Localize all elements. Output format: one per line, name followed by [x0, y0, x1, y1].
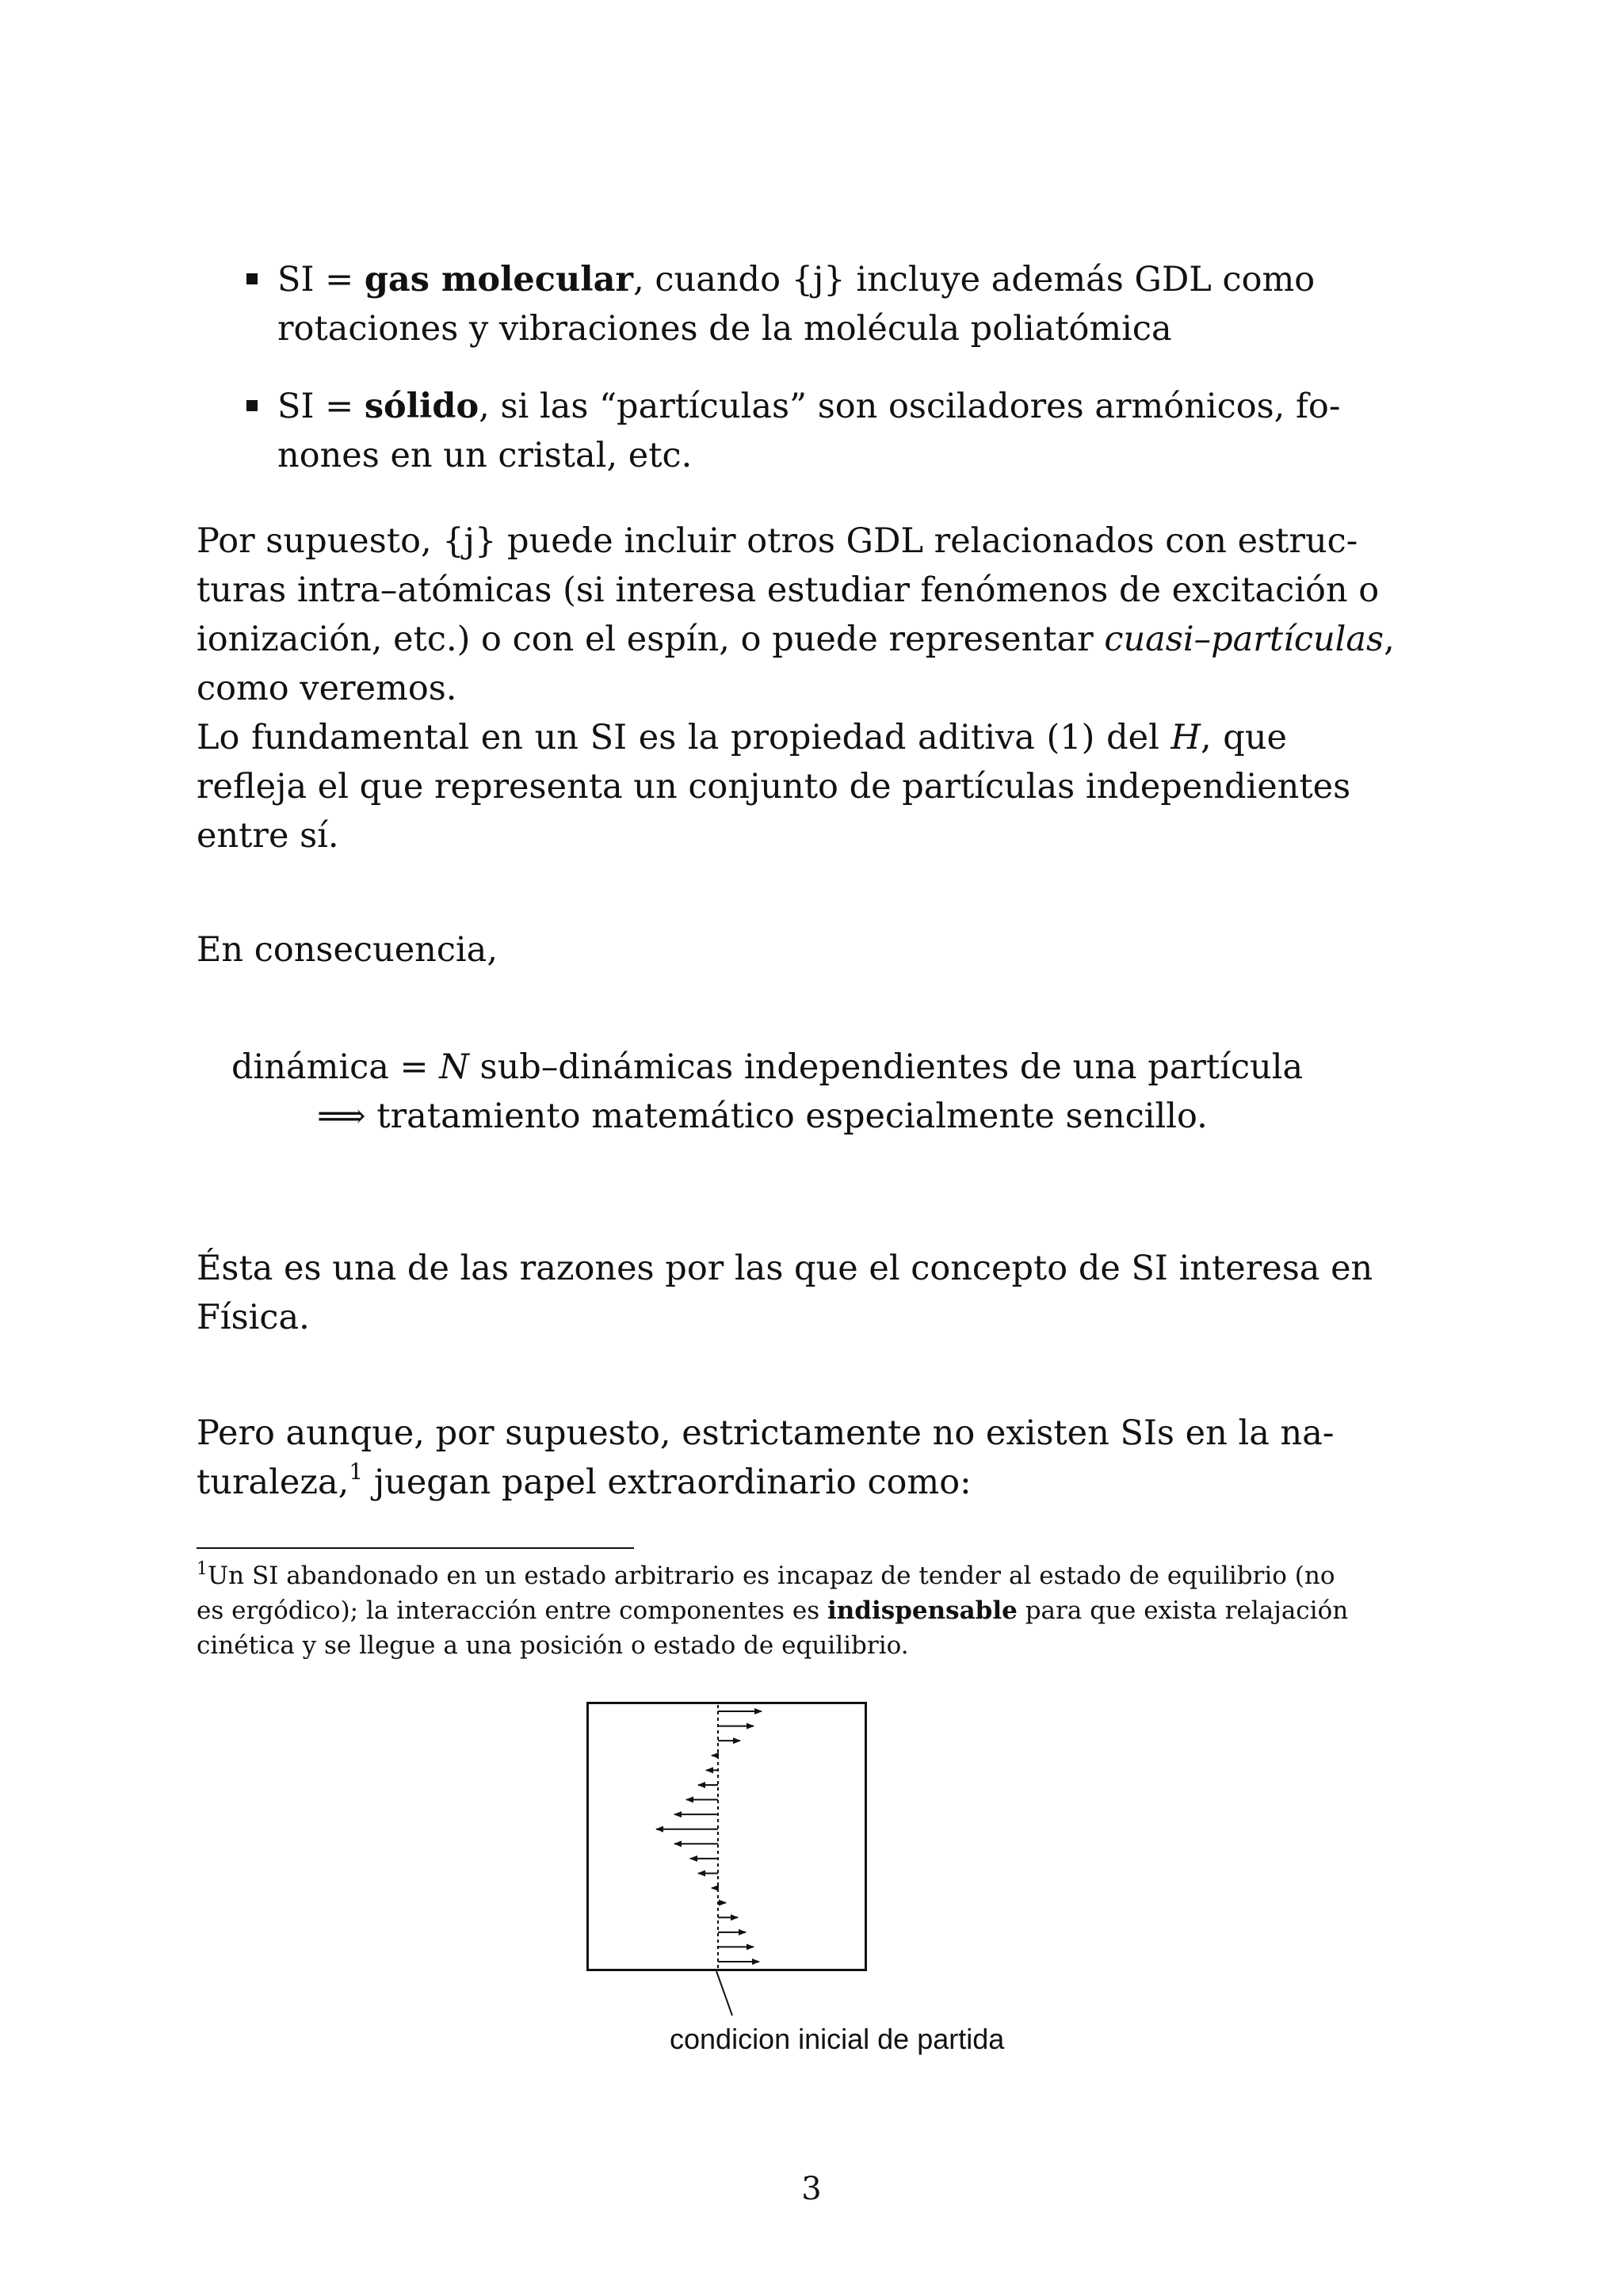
page-number: 3 — [801, 2171, 822, 2207]
figure-frame — [588, 1703, 866, 1970]
paragraph-1-line-3: ionización, etc.) o con el espín, o puede representar cuasi–partículas, — [197, 620, 1395, 659]
paragraph-1-line-4: como veremos. — [197, 669, 457, 708]
paragraph-5-line-1: Pero aunque, por supuesto, estrictamente no existen SIs en la na- — [197, 1413, 1335, 1453]
paragraph-2-line-2: refleja el que representa un conjunto de partículas independientes — [197, 767, 1351, 807]
paragraph-2-line-3: entre sí. — [197, 816, 339, 856]
caption-pointer — [713, 1970, 745, 2020]
footnote-marker: 1 — [197, 1559, 208, 1579]
footnote-line-3: cinética y se llegue a una posición o estado de equilibrio. — [197, 1631, 909, 1660]
implies-arrow: ⟹ — [317, 1097, 366, 1136]
paragraph-1-line-1: Por supuesto, {j} puede incluir otros GDL relacionados con estruc- — [197, 521, 1358, 561]
bullet-1-line-1: SI = gas molecular, cuando {j} incluye además GDL como — [277, 260, 1316, 299]
footnote-ref: 1 — [349, 1459, 364, 1485]
bullet-2-line-1: SI = sólido, si las “partículas” son osciladores armónicos, fo- — [277, 387, 1341, 426]
display-line-1: dinámica = N sub–dinámicas independientes de una partícula — [231, 1047, 1304, 1087]
paragraph-3: En consecuencia, — [197, 930, 498, 970]
figure-caption: condicion inicial de partida — [670, 2023, 1005, 2055]
display-line-2: ⟹ tratamiento matemático especialmente sencillo. — [317, 1097, 1208, 1136]
bullet-marker — [246, 400, 258, 411]
paragraph-2-line-1: Lo fundamental en un SI es la propiedad aditiva (1) del H, que — [197, 718, 1287, 757]
bullet-marker — [246, 273, 258, 284]
bullet-1-line-2: rotaciones y vibraciones de la molécula poliatómica — [277, 309, 1172, 349]
footnote-rule — [197, 1547, 634, 1549]
velocity-profile-figure — [586, 1702, 867, 1971]
footnote-line-1: $^1$Un SI abandonado en un estado arbitrario es incapaz de tender al estado de equilibrio (no — [197, 1559, 1335, 1590]
paragraph-4-line-1: Ésta es una de las razones por las que el concepto de SI interesa en — [197, 1249, 1373, 1288]
paragraph-5-line-2: turaleza,$^1$ juegan papel extraordinario como: — [197, 1459, 972, 1502]
paragraph-4-line-2: Física. — [197, 1298, 310, 1337]
paragraph-1-line-2: turas intra–atómicas (si interesa estudiar fenómenos de excitación o — [197, 570, 1380, 610]
bullet-2-line-2: nones en un cristal, etc. — [277, 436, 693, 475]
footnote-line-2: es ergódico); la interacción entre componentes es indispensable para que exista relajación — [197, 1596, 1349, 1625]
